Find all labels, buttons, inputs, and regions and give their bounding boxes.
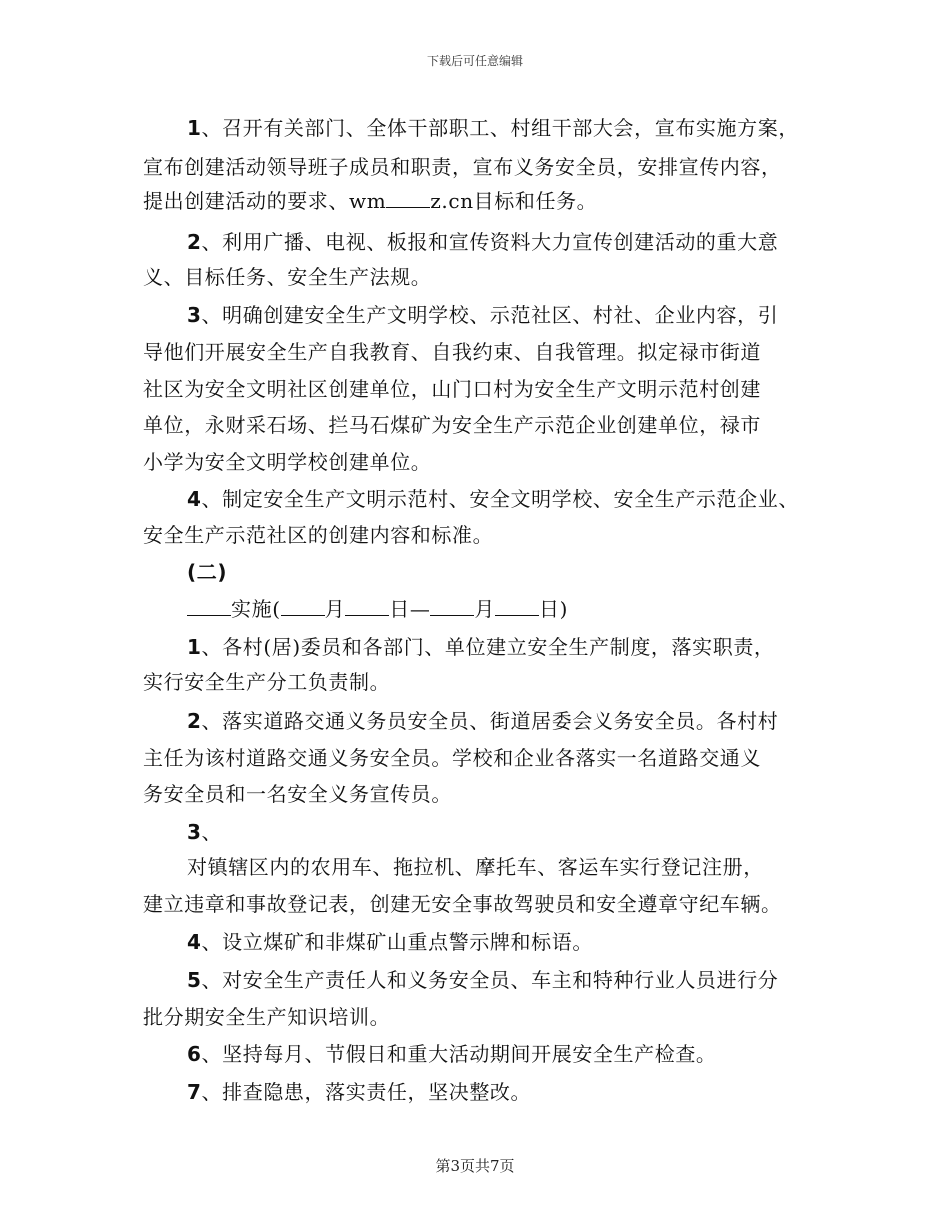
item-text: 、制定安全生产文明示范村、安全文明学校、安全生产示范企业、 bbox=[201, 487, 799, 511]
item-5-line bbox=[187, 968, 778, 992]
blank-underline bbox=[281, 597, 325, 616]
page-header: 下载后可任意编辑 bbox=[426, 54, 523, 68]
body-line: 主任为该村道路交通义务安全员。学校和企业各落实一名道路交通义 bbox=[143, 746, 761, 770]
item-number: 2 bbox=[187, 230, 202, 254]
item-text: 、利用广播、电视、板报和宣传资料大力宣传创建活动的重大意 bbox=[201, 230, 779, 254]
item-text: 、对安全生产责任人和义务安全员、车主和特种行业人员进行分 bbox=[201, 968, 779, 992]
item-text: 、落实道路交通义务员安全员、街道居委会义务安全员。各村村 bbox=[201, 709, 779, 733]
body-line: 批分期安全生产知识培训。 bbox=[143, 1005, 391, 1029]
item-4-line bbox=[187, 930, 593, 954]
body-line: 义、目标任务、安全生产法规。 bbox=[143, 265, 432, 289]
blank-underline bbox=[495, 597, 539, 616]
item-number: 1 bbox=[187, 116, 202, 140]
item-1-line bbox=[187, 116, 799, 140]
item-text: 、设立煤矿和非煤矿山重点警示牌和标语。 bbox=[201, 930, 593, 954]
item-number: 1 bbox=[187, 635, 202, 659]
item-6-line bbox=[187, 1042, 717, 1066]
body-line: 对镇辖区内的农用车、拖拉机、摩托车、客运车实行登记注册， bbox=[187, 855, 764, 879]
blank-underline bbox=[187, 597, 231, 616]
item-number: 2 bbox=[187, 709, 202, 733]
body-text: z.cn目标和任务。 bbox=[430, 189, 598, 213]
item-2-line bbox=[187, 709, 778, 733]
blank-underline bbox=[430, 597, 474, 616]
item-text: 、明确创建安全生产文明学校、示范社区、村社、企业内容，引 bbox=[201, 303, 779, 327]
body-line: 实行安全生产分工负责制。 bbox=[143, 670, 391, 694]
item-2-line bbox=[187, 230, 778, 254]
item-3-line bbox=[187, 303, 778, 327]
body-text: 提出创建活动的要求、wm bbox=[143, 189, 387, 213]
item-text: 、 bbox=[201, 820, 223, 844]
blank-underline bbox=[386, 189, 430, 208]
item-text: 、排查隐患，落实责任，坚决整改。 bbox=[201, 1080, 532, 1104]
body-line: 导他们开展安全生产自我教育、自我约束、自我管理。拟定禄市街道 bbox=[143, 340, 761, 364]
section-heading: (二) bbox=[187, 560, 228, 584]
item-text: 、各村(居)委员和各部门、单位建立安全生产制度，落实职责， bbox=[201, 635, 775, 659]
item-3-line bbox=[187, 820, 222, 844]
item-number: 4 bbox=[187, 930, 202, 954]
body-line: 单位，永财采石场、拦马石煤矿为安全生产示范企业创建单位，禄市 bbox=[143, 413, 761, 437]
item-number: 4 bbox=[187, 487, 202, 511]
item-4-line bbox=[187, 487, 799, 511]
phase-text: 日— bbox=[389, 597, 431, 621]
phase-text: 日) bbox=[539, 597, 569, 621]
blank-underline bbox=[345, 597, 389, 616]
body-line: 建立违章和事故登记表，创建无安全事故驾驶员和安全遵章守纪车辆。 bbox=[143, 892, 782, 916]
item-number: 3 bbox=[187, 303, 202, 327]
phase-date-line bbox=[187, 597, 568, 621]
item-1-line bbox=[187, 635, 775, 659]
body-line bbox=[143, 189, 597, 213]
body-line: 宣布创建活动领导班子成员和职责，宣布义务安全员，安排宣传内容， bbox=[143, 155, 782, 179]
phase-text: 月 bbox=[324, 597, 346, 621]
item-number: 7 bbox=[187, 1080, 202, 1104]
item-text: 、坚持每月、节假日和重大活动期间开展安全生产检查。 bbox=[201, 1042, 717, 1066]
page-footer: 第3页共7页 bbox=[435, 1157, 515, 1175]
body-line: 小学为安全文明学校创建单位。 bbox=[143, 450, 432, 474]
phase-text: 实施( bbox=[231, 597, 281, 621]
item-text: 、召开有关部门、全体干部职工、村组干部大会，宣布实施方案， bbox=[201, 116, 799, 140]
phase-text: 月 bbox=[474, 597, 496, 621]
item-number: 6 bbox=[187, 1042, 202, 1066]
body-line: 安全生产示范社区的创建内容和标准。 bbox=[143, 523, 494, 547]
item-7-line bbox=[187, 1080, 531, 1104]
body-line: 务安全员和一名安全义务宣传员。 bbox=[143, 782, 452, 806]
item-number: 3 bbox=[187, 820, 202, 844]
item-number: 5 bbox=[187, 968, 202, 992]
body-line: 社区为安全文明社区创建单位，山门口村为安全生产文明示范村创建 bbox=[143, 377, 761, 401]
